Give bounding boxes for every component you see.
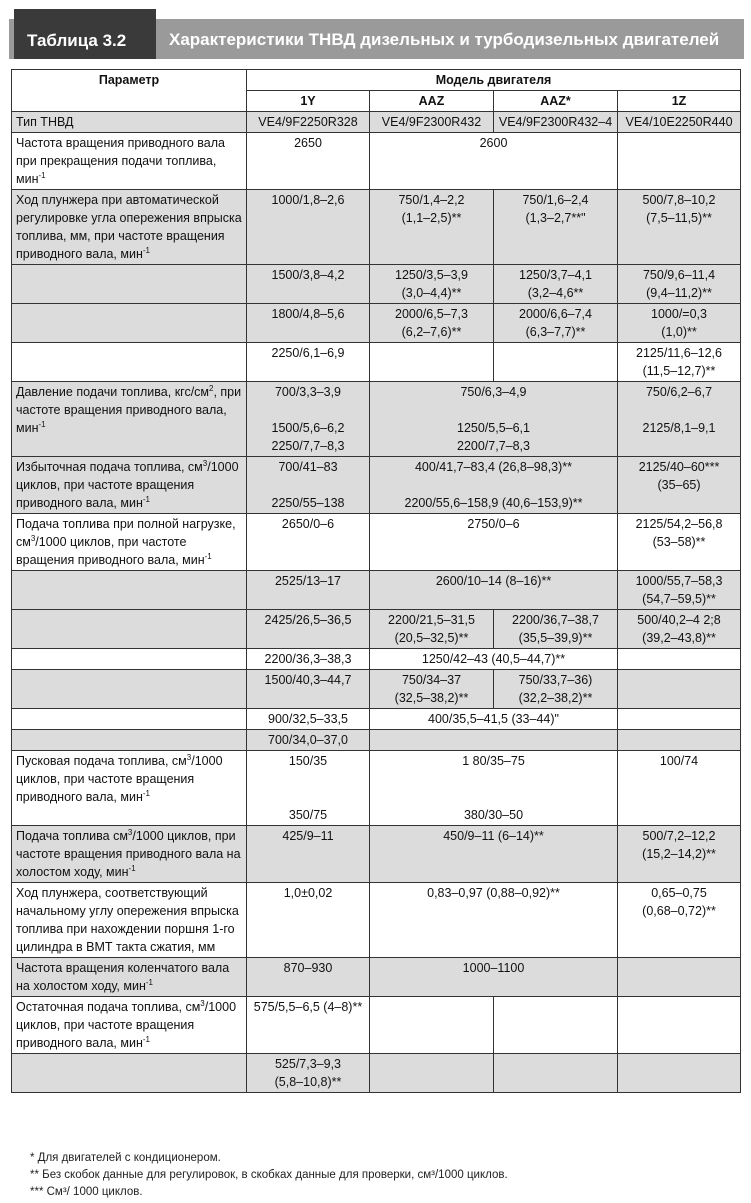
cell: VE4/10E2250R440 [618,112,741,133]
cell [370,997,494,1054]
footnote-3: *** См³/ 1000 циклов. [30,1186,143,1198]
table-row [12,730,741,751]
col-model-aaz: AAZ [370,91,494,112]
cell: 1250/3,5–3,9 (3,0–4,4)** [370,265,494,304]
cell: 425/9–11 [247,826,370,883]
cell [494,997,618,1054]
cell: 2200/36,7–38,7 (35,5–39,9)** [494,610,618,649]
table-row [12,112,741,133]
table-row [12,709,741,730]
cell: 2125/11,6–12,6 (11,5–12,7)** [618,343,741,382]
cell [618,649,741,670]
cell: 2750/0–6 [370,514,618,571]
cell: 2425/26,5–36,5 [247,610,370,649]
cell: 500/40,2–4 2;8 (39,2–43,8)** [618,610,741,649]
row-label: Ход плунжера, соответствующий начальному углу опережения впрыска топлива при нахождении поршня 1-го цилиндра в ВМТ такта сжатия, мм [12,883,247,958]
table-row [12,190,741,265]
row-label [12,670,247,709]
cell [618,958,741,997]
table-row [12,265,741,304]
cell [618,730,741,751]
cell: 400/41,7–83,4 (26,8–98,3)** 2200/55,6–158,9 (40,6–153,9)** [370,457,618,514]
table-row [12,883,741,958]
cell: 2600 [370,133,618,190]
cell [370,1054,494,1093]
cell: 2125/54,2–56,8 (53–58)** [618,514,741,571]
cell: 1000/=0,3 (1,0)** [618,304,741,343]
row-label [12,709,247,730]
table-row [12,304,741,343]
cell [494,1054,618,1093]
table-row [12,751,741,826]
cell: 2650/0–6 [247,514,370,571]
row-label: Остаточная подача топлива, $см^3/1000$ циклов, при частоте вращения приводного вала, мин$^{-1}$ [12,997,247,1054]
table-row [12,343,741,382]
cell: 1000/55,7–58,3 (54,7–59,5)** [618,571,741,610]
row-label: Подача топлива $см^3/1000$ циклов, при частоте вращения приводного вала на холостом ходу, мин$^{-1}$ [12,826,247,883]
table-row [12,649,741,670]
cell [618,709,741,730]
table-row [12,514,741,571]
cell: 2250/6,1–6,9 [247,343,370,382]
col-model-1y: 1Y [247,91,370,112]
row-label: Подача топлива при полной нагрузке, $см^3/1000$ циклов, при частоте вращения приводного вала, мин$^{-1}$ [12,514,247,571]
table-row [12,610,741,649]
table-row [12,1054,741,1093]
cell: 2200/36,3–38,3 [247,649,370,670]
row-label: Давление подачи топлива, кгс/$см^2$, при частоте вращения приводного вала, мин$^{-1}$ [12,382,247,457]
cell: 1800/4,8–5,6 [247,304,370,343]
table-row [12,997,741,1054]
col-model-1z: 1Z [618,91,741,112]
cell: 0,65–0,75 (0,68–0,72)** [618,883,741,958]
row-label [12,649,247,670]
cell [370,730,618,751]
table-row [12,670,741,709]
cell: 870–930 [247,958,370,997]
cell: 500/7,8–10,2 (7,5–11,5)** [618,190,741,265]
col-model-aaz-ac: AAZ* [494,91,618,112]
cell: 500/7,2–12,2 (15,2–14,2)** [618,826,741,883]
cell: 750/9,6–11,4 (9,4–11,2)** [618,265,741,304]
cell: 750/1,4–2,2 (1,1–2,5)** [370,190,494,265]
cell: 1500/40,3–44,7 [247,670,370,709]
cell: 1000–1100 [370,958,618,997]
row-label [12,730,247,751]
cell: VE4/9F2300R432 [370,112,494,133]
row-label: Частота вращения коленчатого вала на холостом ходу, мин$^{-1}$ [12,958,247,997]
cell: 750/1,6–2,4 (1,3–2,7**" [494,190,618,265]
row-label [12,265,247,304]
table-row [12,457,741,514]
row-label: Частота вращения приводного вала при прекращения подачи топлива, мин$^{-1}$ [12,133,247,190]
table-header [9,9,744,59]
cell: 750/34–37 (32,5–38,2)** [370,670,494,709]
cell: 450/9–11 (6–14)** [370,826,618,883]
cell: 2000/6,5–7,3 (6,2–7,6)** [370,304,494,343]
specs-table [11,69,741,1093]
col-model-header: Модель двигателя [247,70,741,91]
cell: 750/6,3–4,9 1250/5,5–6,1 2200/7,7–8,3 [370,382,618,457]
cell: 100/74 [618,751,741,826]
cell [618,670,741,709]
cell: 1 80/35–75 380/30–50 [370,751,618,826]
row-label: Ход плунжера при автоматической регулировке угла опережения впрыска топлива, мм, при частоте вращения приводного вала, мин$^{-1}$ [12,190,247,265]
cell: 900/32,5–33,5 [247,709,370,730]
table-row [12,571,741,610]
cell: 0,83–0,97 (0,88–0,92)** [370,883,618,958]
cell: 750/6,2–6,7 2125/8,1–9,1 [618,382,741,457]
cell: 1,0±0,02 [247,883,370,958]
cell: 2650 [247,133,370,190]
cell [618,133,741,190]
row-label [12,304,247,343]
cell [618,1054,741,1093]
cell: 2200/21,5–31,5 (20,5–32,5)** [370,610,494,649]
cell: 2600/10–14 (8–16)** [370,571,618,610]
cell [618,997,741,1054]
cell: 1500/3,8–4,2 [247,265,370,304]
cell: 700/3,3–3,9 1500/5,6–6,2 2250/7,7–8,3 [247,382,370,457]
cell: 1250/42–43 (40,5–44,7)** [370,649,618,670]
footnote-2: ** Без скобок данные для регулировок, в скобках данные для проверки, см³/1000 циклов. [30,1169,508,1181]
row-label: Тип ТНВД [12,112,247,133]
footnote-1: * Для двигателей с кондиционером. [30,1152,221,1164]
table-title: Характеристики ТНВД дизельных и турбодизельных двигателей [169,30,720,49]
cell: 1000/1,8–2,6 [247,190,370,265]
cell: 700/34,0–37,0 [247,730,370,751]
cell: 2125/40–60*** (35–65) [618,457,741,514]
cell [494,343,618,382]
table-row [12,382,741,457]
row-label [12,343,247,382]
row-label: Пусковая подача топлива, $см^3/1000$ циклов, при частоте вращения приводного вала, мин$^{-1}$ [12,751,247,826]
cell: 2000/6,6–7,4 (6,3–7,7)** [494,304,618,343]
cell: 575/5,5–6,5 (4–8)** [247,997,370,1054]
cell: 150/35 350/75 [247,751,370,826]
row-label: Избыточная подача топлива, $см^3/1000$ циклов, при частоте вращения приводного вала, мин$^{-1}$ [12,457,247,514]
row-label [12,610,247,649]
cell: VE4/9F2250R328 [247,112,370,133]
table-row [12,826,741,883]
cell [370,343,494,382]
col-param-header: Параметр [12,70,247,112]
cell: 2525/13–17 [247,571,370,610]
table-row [12,958,741,997]
cell: 400/35,5–41,5 (33–44)" [370,709,618,730]
row-label [12,1054,247,1093]
cell: 525/7,3–9,3 (5,8–10,8)** [247,1054,370,1093]
cell: 1250/3,7–4,1 (3,2–4,6** [494,265,618,304]
cell: 750/33,7–36) (32,2–38,2)** [494,670,618,709]
table-number: Таблица 3.2 [27,31,127,50]
row-label [12,571,247,610]
cell: 700/41–83 2250/55–138 [247,457,370,514]
table-row [12,133,741,190]
table-head-row [12,70,741,91]
cell: VE4/9F2300R432–4 [494,112,618,133]
